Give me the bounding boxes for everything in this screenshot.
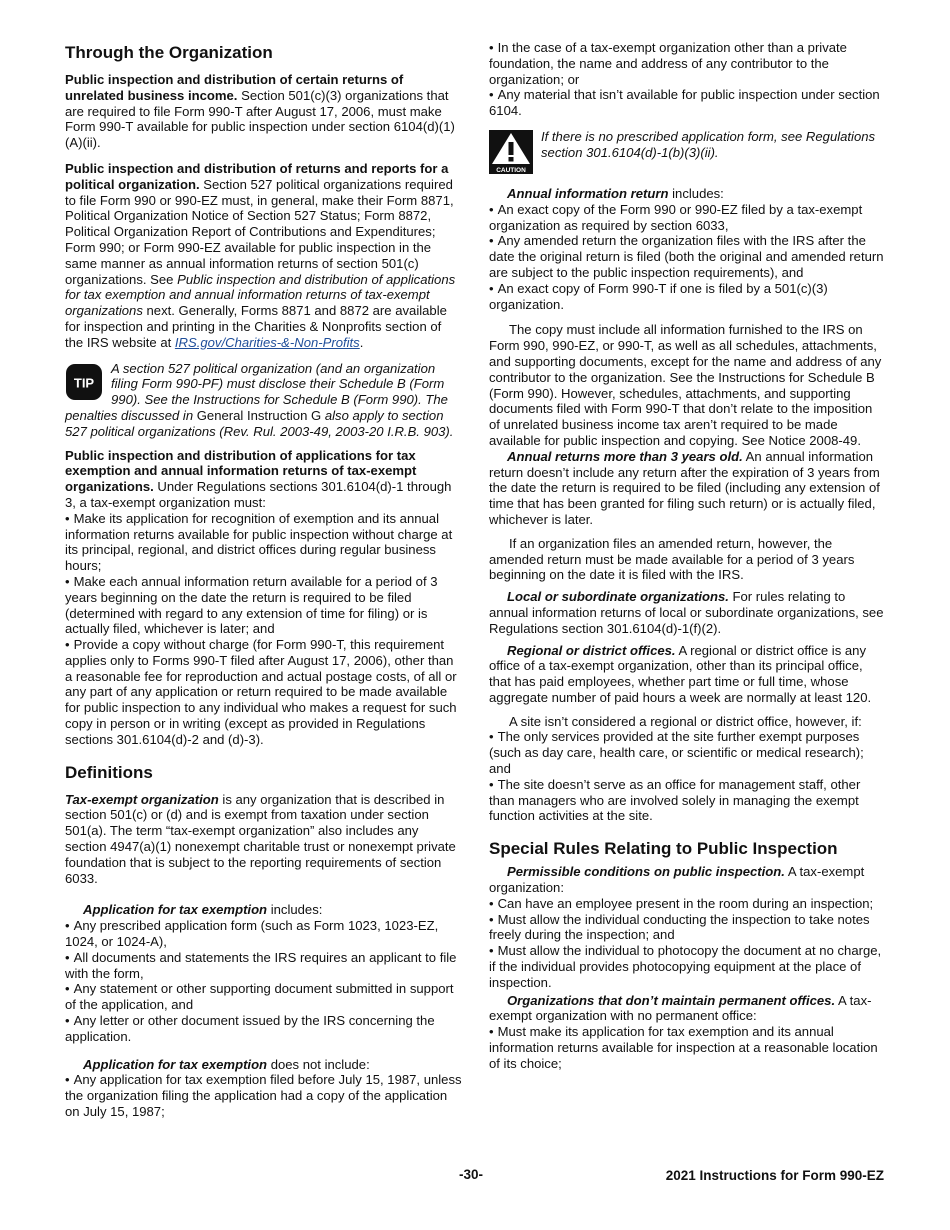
paragraph-body: A tax-exempt organization: [489, 864, 865, 896]
paragraph-body: is any organization that is described in section 501(c) or (d) and is exempt from taxation under section 501(a). The term “tax-exempt organization” also includes any section 4947(a)(1) nonexempt charitable trust or nonexempt private foundation that is subject to the reporting requirements of section 6033. [65, 791, 456, 886]
list-item-text: In the case of a tax-exempt organization other than a private foundation, the name and address of any contributor to the organization; or [489, 40, 847, 87]
paragraph-body: does not include: [267, 1056, 370, 1072]
tip-text-a: A section 527 political organization (and an organization filing Form 990-PF) must disclose their Schedule B (Form 990). See the Instructions for Schedule B (Form 990). The penalties discussed in [65, 360, 448, 423]
term: Application for tax exemption [83, 1056, 268, 1072]
tip-text-b: General Instruction G [196, 407, 322, 423]
caution-note [489, 129, 885, 174]
paragraph-regional-offices [489, 643, 885, 706]
paragraph-copy-requirements: The copy must include all information furnished to the IRS on Form 990, 990-EZ, or 990-T, as well as all schedules, attachments, and supporting documents, except for the name and address of any contributor to the organization. See the Instructions for Schedule B (Form 990). However, schedules, attachments, and supporting documents filed with Form 990-T that don’t relate to the imposition of unrelated business income tax aren’t required to be made available for public inspection and copying. See Notice 2008-49. [489, 322, 882, 448]
tip-label: TIP [73, 375, 95, 391]
page-footer [0, 1167, 950, 1187]
list-item-text: Must allow the individual to photocopy the document at no charge, if the individual provides photocopying equipment at the place of inspection. [489, 943, 882, 990]
bullet-list-annual-return [489, 202, 885, 313]
caution-label: CAUTION [496, 166, 526, 174]
list-item-text: Make each annual information return available for a period of 3 years beginning on the date the return is required to be filed (determined with regard to any extension of time for filing) or is actually filed, whichever is later; and [65, 573, 438, 637]
list-item: • Make each annual information return available for a period of 3 years beginning on the date the return is required to be filed (determined with regard to any extension of time for filing) or is actually filed, whichever is later; and [65, 573, 438, 637]
list-item-text: Must allow the individual conducting the inspection to take notes freely during the inspection; and [489, 911, 870, 943]
term: Tax-exempt organization [65, 791, 219, 807]
list-item: • All documents and statements the IRS requires an applicant to file with the form, [65, 949, 457, 981]
paragraph-body: For rules relating to annual information returns of local or subordinate organizations, see Regulations section 301.6104(d)-1(f)(2). [489, 589, 884, 636]
right-column [489, 40, 885, 1072]
list-item-text: Can have an employee present in the room during an inspection; [497, 895, 874, 911]
list-item: • Any application for tax exemption filed before July 15, 1987, unless the organization filing the application had a copy of the application on July 15, 1987; [65, 1072, 462, 1120]
paragraph-no-permanent-offices [489, 993, 885, 1025]
left-column [65, 40, 462, 1120]
tip-icon [65, 363, 103, 401]
paragraph-application-excludes [65, 1057, 462, 1073]
list-item: • The site doesn’t serve as an office for management staff, other than managers who are involved solely in managing the exempt function activities at the site. [489, 776, 861, 824]
term: Annual information return [507, 185, 669, 201]
list-item: • Must allow the individual to photocopy the document at no charge, if the individual provides photocopying equipment at the place of inspection. [489, 943, 882, 990]
bullet-list-application-excludes [65, 1072, 462, 1119]
list-item: • An exact copy of the Form 990 or 990-EZ filed by a tax-exempt organization as required by section 6033, [489, 201, 863, 233]
term: Regional or district offices. [507, 642, 676, 658]
paragraph-end: . [359, 334, 364, 350]
paragraph-body: includes: [267, 902, 323, 918]
list-item: • Can have an employee present in the room during an inspection; [489, 895, 874, 911]
paragraph-body: Section 501(c)(3) organizations that are required to file Form 990-T after August 17, 2006, must make Form 990-T available for public inspection under section 6104(d)(1)(A)(ii). [65, 87, 455, 151]
paragraph-political-organization [65, 161, 462, 351]
caution-icon [489, 130, 533, 174]
bullet-list-top [489, 40, 885, 119]
list-item-text: Must make its application for tax exemption and its annual information returns available for inspection at a reasonable location of its choice; [489, 1024, 878, 1071]
list-item: • An exact copy of Form 990-T if one is filed by a 501(c)(3) organization. [489, 280, 828, 312]
list-item: • Any letter or other document issued by the IRS concerning the application. [65, 1013, 435, 1044]
paragraph-local-organizations [489, 589, 885, 636]
document-title: 2021 Instructions for Form 990-EZ [665, 1168, 884, 1183]
list-item-text: Any material that isn’t available for public inspection under section 6104. [489, 87, 880, 119]
paragraph-lead: Public inspection and distribution of applications for tax exemption and annual information returns of tax-exempt organizations. [65, 447, 417, 495]
caution-text: If there is no prescribed application form, see Regulations section 301.6104(d)-1(b)(3)(ii). [541, 128, 876, 160]
page-number: -30- [459, 1167, 484, 1182]
bullet-list-application-includes [65, 918, 462, 1044]
heading-special-rules: Special Rules Relating to Public Inspection [489, 839, 838, 859]
list-item-text: Any application for tax exemption filed before July 15, 1987, unless the organization filing the application had a copy of the application on July 15, 1987; [65, 1072, 462, 1120]
list-item: • Any material that isn’t available for public inspection under section 6104. [489, 87, 880, 119]
list-item: • The only services provided at the site further exempt purposes (such as day care, health care, or scientific or medical research); and [489, 729, 864, 777]
heading-definitions: Definitions [65, 762, 153, 782]
paragraph-lead: Public inspection and distribution of returns and reports for a political organization. [65, 160, 449, 192]
list-item: • Any prescribed application form (such as Form 1023, 1023-EZ, 1024, or 1024-A), [65, 918, 439, 950]
bullet-list-must [65, 511, 462, 748]
paragraph-annual-information-return [489, 186, 885, 202]
paragraph-body: A regional or district office is any office of a tax-exempt organization, other than its principal office, that has paid employees, whether part time or full time, whose aggregate number of paid hours a week are normally at least 120. [489, 642, 872, 705]
list-item-text: An exact copy of the Form 990 or 990-EZ filed by a tax-exempt organization as required by section 6033, [489, 201, 863, 233]
term: Annual returns more than 3 years old. [507, 448, 743, 464]
bullet-list-site [489, 729, 885, 824]
list-item-text: All documents and statements the IRS requires an applicant to file with the form, [65, 949, 457, 981]
paragraph-returns-3-years [489, 449, 885, 528]
list-item: • Must make its application for tax exemption and its annual information returns available for inspection at a reasonable location of its choice; [489, 1024, 878, 1071]
paragraph-body: includes: [668, 185, 724, 201]
paragraph-permissible-conditions [489, 864, 885, 896]
term: Local or subordinate organizations. [507, 589, 729, 605]
list-item: • Provide a copy without charge (for Form 990-T, this requirement applies only to Forms 990-T filed after August 17, 2006), other than a reasonable fee for reproduction and actual postage costs, of all or any part of any application or return required to be made available for public inspection to any individual who makes a request for such copy in person or in writing (except as provided in Regulations sections 301.6104(d)-2 and (d)-3). [65, 637, 457, 747]
list-item-text: Any statement or other supporting document submitted in support of the application, and [65, 981, 454, 1013]
list-item-text: The only services provided at the site further exempt purposes (such as day care, health care, or scientific or medical research); and [489, 729, 864, 777]
list-item-text: Provide a copy without charge (for Form 990-T, this requirement applies only to Forms 990-T filed after August 17, 2006), other than a reasonable fee for reproduction and actual postage costs, of all or any part of any application or return required to be made available for public inspection to any individual who makes a request for such copy in person or in writing (except as provided in Regulations sections 301.6104(d)-2 and (d)-3). [65, 637, 457, 747]
paragraph-body: An annual information return doesn’t include any return after the expiration of 3 years from the date the return is required to be filed (including any extension of time that has been granted for filing such return) or is actually filed, whichever is later. [489, 448, 880, 527]
paragraph-application-includes [65, 902, 462, 918]
paragraph-body: A tax-exempt organization with no permanent office: [489, 992, 872, 1024]
list-item: • Any amended return the organization files with the IRS after the date the original return is filed (both the original and amended return are subject to the public inspection requirements), and [489, 233, 884, 280]
paragraph-site: A site isn’t considered a regional or district office, however, if: [509, 713, 862, 729]
list-item-text: Any amended return the organization files with the IRS after the date the original return is filed (both the original and amended return are subject to the public inspection requirements), and [489, 233, 884, 280]
bullet-list-permissible [489, 896, 885, 991]
list-item-text: The site doesn’t serve as an office for management staff, other than managers who are involved solely in managing the exempt function activities at the site. [489, 776, 861, 824]
bullet-list-no-permanent-offices [489, 1024, 885, 1071]
paragraph-amended-return: If an organization files an amended return, however, the amended return must be made available for a period of 3 years beginning on the date it is filed with the IRS. [489, 535, 855, 583]
tip-note [65, 361, 462, 440]
charities-nonprofits-link[interactable]: IRS.gov/Charities-&-Non-Profits [174, 334, 360, 350]
tip-text-c: also apply to section 527 political organizations (Rev. Rul. 2003-49, 2003-20 I.R.B. 903). [65, 407, 454, 439]
term: Application for tax exemption [83, 902, 268, 918]
paragraph-lead: Public inspection and distribution of certain returns of unrelated business income. [65, 72, 404, 103]
heading-through-organization: Through the Organization [65, 43, 273, 62]
paragraph-body-tail: next. Generally, Forms 8871 and 8872 are available for inspection and printing in the Charities & Nonprofits section of the IRS website at [65, 303, 447, 350]
paragraph-applications-returns [65, 448, 462, 511]
list-item: • Any statement or other supporting document submitted in support of the application, and [65, 981, 454, 1013]
list-item-text: Make its application for recognition of exemption and its annual information returns available for public inspection without charge at its principal, regional, and district offices during regular business hours; [65, 510, 453, 574]
term: Permissible conditions on public inspection. [507, 864, 785, 880]
list-item: • Make its application for recognition of exemption and its annual information returns available for public inspection without charge at its principal, regional, and district offices during regular business hours; [65, 510, 453, 574]
term: Organizations that don’t maintain permanent offices. [507, 992, 836, 1008]
list-item-text: Any prescribed application form (such as Form 1023, 1023-EZ, 1024, or 1024-A), [65, 918, 439, 950]
cross-reference: Public inspection and distribution of applications for tax exemption and annual information returns of tax-exempt organizations [65, 271, 456, 319]
paragraph-body: Section 527 political organizations required to file Form 990 or 990-EZ must, in general, make their Form 8871, Political Organization Notice of Section 527 Status; Form 8872, Political Organization Report of Contributions and Expenditures; Form 990; or Form 990-EZ available for public inspection in the same manner as annual information returns of section 501(c) organizations. See [65, 176, 454, 287]
paragraph-unrelated-business-income [65, 72, 462, 151]
list-item: • In the case of a tax-exempt organization other than a private foundation, the name and address of any contributor to the organization; or [489, 40, 847, 87]
list-item-text: Any letter or other document issued by the IRS concerning the application. [65, 1013, 435, 1044]
list-item-text: An exact copy of Form 990-T if one is filed by a 501(c)(3) organization. [489, 280, 828, 312]
paragraph-body: Under Regulations sections 301.6104(d)-1 through 3, a tax-exempt organization must: [65, 479, 452, 510]
paragraph-tax-exempt-organization [65, 792, 462, 887]
list-item: • Must allow the individual conducting the inspection to take notes freely during the inspection; and [489, 911, 870, 943]
